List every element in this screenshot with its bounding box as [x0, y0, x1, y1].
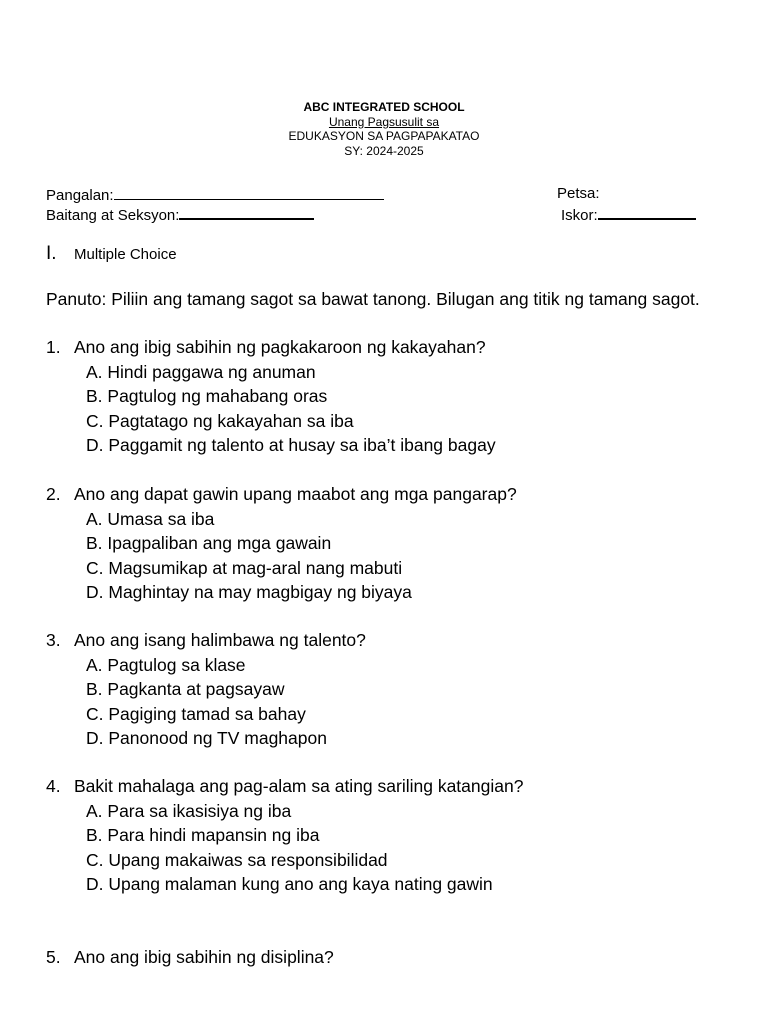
choice-d[interactable]: D. Paggamit ng talento at husay sa iba’t ibang bagay: [86, 435, 496, 455]
choice-list: [46, 799, 523, 897]
choice-b[interactable]: B. Pagtulog ng mahabang oras: [86, 386, 328, 406]
choice-b[interactable]: B. Pagkanta at pagsayaw: [86, 679, 285, 699]
question-stem: [46, 335, 496, 360]
section-heading: [46, 243, 177, 265]
instructions: Panuto: Piliin ang tamang sagot sa bawat tanong. Bilugan ang titik ng tamang sagot.: [46, 289, 700, 309]
choice-b[interactable]: B. Ipagpaliban ang mga gawain: [86, 533, 332, 553]
score-field: [561, 204, 696, 225]
question-3: [46, 628, 366, 751]
document-header: [0, 100, 768, 158]
question-2: [46, 482, 517, 605]
choice-d[interactable]: D. Panonood ng TV maghapon: [86, 728, 327, 748]
choice-c[interactable]: C. Pagiging tamad sa bahay: [86, 703, 306, 724]
question-number: 4.: [46, 776, 61, 796]
choice-c[interactable]: C. Magsumikap at mag-aral nang mabuti: [86, 557, 403, 578]
score-label: Iskor:: [561, 207, 598, 224]
question-text: Ano ang dapat gawin upang maabot ang mga pangarap?: [74, 484, 517, 504]
choice-list: [46, 653, 366, 751]
section-title: Multiple Choice: [74, 246, 177, 263]
exam-title: Unang Pagsusulit sa: [328, 114, 440, 129]
subject-title: EDUKASYON SA PAGPAPAKATAO: [288, 129, 480, 143]
choice-c[interactable]: C. Pagtatago ng kakayahan sa iba: [86, 410, 354, 431]
question-1: [46, 335, 496, 458]
question-number: 1.: [46, 337, 61, 357]
question-stem: [46, 774, 523, 799]
question-4: [46, 774, 523, 897]
choice-a[interactable]: A. Umasa sa iba: [86, 508, 215, 529]
score-blank[interactable]: [598, 204, 696, 220]
choice-b[interactable]: B. Para hindi mapansin ng iba: [86, 825, 320, 845]
question-text: Ano ang isang halimbawa ng talento?: [74, 630, 366, 650]
school-name: ABC INTEGRATED SCHOOL: [303, 100, 465, 114]
date-field: [557, 185, 600, 203]
question-stem: [46, 945, 334, 970]
school-year: SY: 2024-2025: [344, 143, 424, 158]
grade-section-label: Baitang at Seksyon:: [46, 207, 180, 224]
question-text: Ano ang ibig sabihin ng disiplina?: [74, 947, 334, 967]
choice-c[interactable]: C. Upang makaiwas sa responsibilidad: [86, 849, 388, 870]
question-stem: [46, 628, 366, 653]
date-label: Petsa:: [557, 185, 600, 202]
grade-section-blank[interactable]: [179, 204, 314, 220]
question-text: Ano ang ibig sabihin ng pagkakaroon ng kakayahan?: [74, 337, 486, 357]
name-label: Pangalan:: [46, 187, 114, 204]
question-number: 3.: [46, 630, 61, 650]
choice-d[interactable]: D. Upang malaman kung ano ang kaya nating gawin: [86, 874, 493, 894]
question-number: 5.: [46, 947, 61, 967]
question-number: 2.: [46, 484, 61, 504]
grade-section-field: [46, 204, 314, 225]
name-field: [46, 185, 384, 205]
choice-list: [46, 507, 517, 605]
choice-list: [46, 360, 496, 458]
choice-a[interactable]: A. Para sa ikasisiya ng iba: [86, 800, 292, 821]
question-text: Bakit mahalaga ang pag-alam sa ating sariling katangian?: [74, 776, 524, 796]
choice-a[interactable]: A. Pagtulog sa klase: [86, 654, 246, 675]
section-numeral: I.: [46, 243, 57, 264]
question-stem: [46, 482, 517, 507]
choice-d[interactable]: D. Maghintay na may magbigay ng biyaya: [86, 582, 412, 602]
name-blank[interactable]: [114, 185, 384, 200]
question-5: [46, 945, 334, 970]
choice-a[interactable]: A. Hindi paggawa ng anuman: [86, 361, 316, 382]
